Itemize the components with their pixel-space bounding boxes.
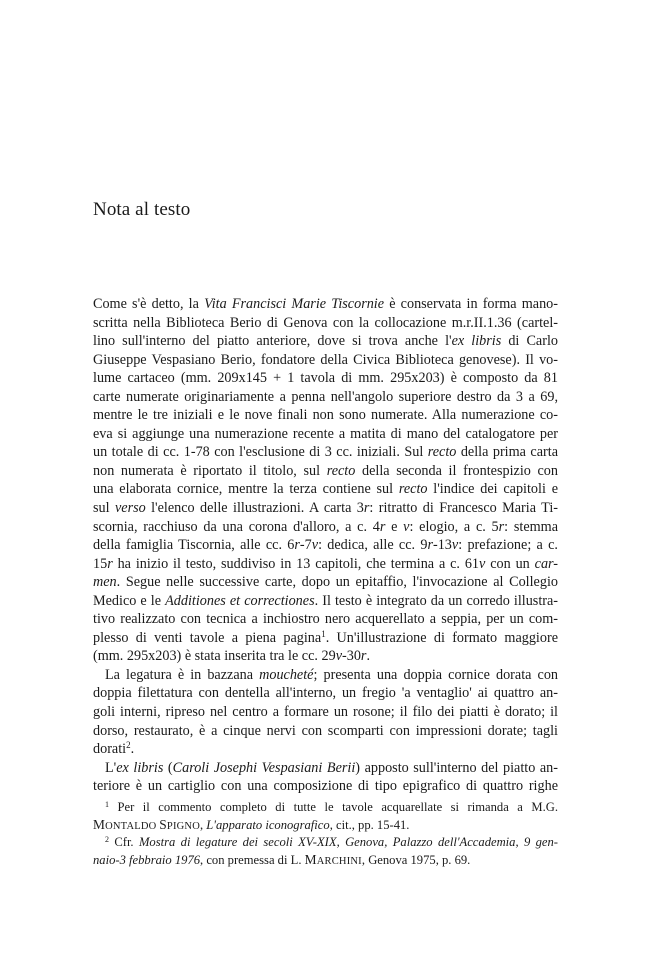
- body-line: [93, 759, 558, 778]
- text-run: Medico e le: [93, 592, 166, 609]
- text-run: una elaborata cornice, mentre la terza contiene sul: [93, 481, 399, 498]
- text-run: mentre le tre iniziali e le nove finali non sono numerate. Alla numerazione co-: [93, 407, 558, 424]
- italic-text: r: [107, 555, 113, 572]
- italic-text: v: [311, 537, 319, 554]
- text-run: (mm. 295x203) è stata inserita tra le cc. 29: [93, 648, 336, 665]
- body-line: [93, 462, 558, 481]
- italic-text: v: [335, 648, 342, 665]
- body-line: [93, 499, 558, 518]
- text-run: . Un'illustrazione di formato maggiore: [325, 629, 558, 646]
- body-line: [93, 351, 558, 370]
- author-name: MARCHINI: [304, 851, 362, 867]
- italic-text: men: [93, 574, 117, 591]
- text-run: Per il commento completo di tutte le tavole acquarellate si rimanda a M.G.: [109, 800, 558, 814]
- text-run: : ritratto di Francesco Maria Ti-: [369, 500, 558, 517]
- text-run: 15: [93, 555, 108, 572]
- text-run: (: [163, 759, 173, 776]
- italic-text: r: [294, 537, 300, 554]
- text-run: scornia, racchiuso da una corona d'alloro, a c. 4: [93, 518, 380, 535]
- text-run: Cfr.: [109, 834, 139, 849]
- italic-text: v: [403, 518, 410, 535]
- text-run: : elogio, a c. 5: [409, 518, 499, 535]
- footnote-ref: 2: [126, 740, 131, 751]
- text-run: non numerata è riportato il titolo, sul: [93, 462, 327, 479]
- body-line: [93, 406, 558, 425]
- body-line: [93, 425, 558, 444]
- text-run: teriore è un cartiglio con una composizione di tipo epigrafico di quattro righe: [93, 778, 558, 795]
- body-line: [93, 314, 558, 333]
- text-run: con un: [485, 555, 535, 572]
- italic-text: r: [498, 518, 505, 535]
- text-run: .: [130, 741, 135, 758]
- author-name: MONTALDO SPIGNO: [93, 817, 200, 833]
- italic-text: recto: [398, 481, 428, 498]
- italic-text: r: [360, 648, 367, 665]
- footnote-line: [93, 851, 558, 868]
- body-line: [93, 740, 558, 759]
- italic-text: v: [479, 555, 486, 572]
- text-run: : dedica, alle cc. 9: [318, 537, 428, 554]
- body-line: [93, 722, 558, 741]
- text-run: lume cartaceo (mm. 209x145 + 1 tavola di mm. 295x203) è composto da 81: [93, 370, 558, 387]
- text-run: carte numerate originariamente a penna nell'angolo superiore destro da 3 a 69,: [93, 388, 558, 405]
- italic-text: r: [363, 500, 370, 517]
- italic-text: verso: [114, 500, 146, 517]
- text-run: sul: [93, 500, 115, 517]
- text-run: ; presenta una doppia cornice dorata con: [313, 666, 559, 683]
- text-run: Come s'è detto, la: [93, 296, 205, 312]
- italic-text: car-: [534, 555, 558, 572]
- text-run: della seconda il frontespizio con: [355, 462, 558, 479]
- body-line: [93, 703, 558, 722]
- text-run: : stemma: [504, 518, 558, 535]
- footnote-ref: 1: [105, 800, 109, 809]
- text-run: un totale di cc. 1-78 con l'esclusione di 3 cc. iniziali. Sul: [93, 444, 428, 461]
- italic-text: moucheté: [259, 666, 314, 683]
- footnote-ref: 2: [105, 834, 109, 844]
- footnote-line: [93, 834, 558, 851]
- body-text: [93, 295, 558, 796]
- body-line: [93, 388, 558, 407]
- footnotes: [93, 799, 558, 868]
- italic-text: ex libris: [116, 759, 164, 776]
- body-line: [93, 684, 558, 703]
- text-run: tivo realizzato con tecnica a inchiostro nero acquerellato a seppia, per un com-: [93, 611, 558, 628]
- body-line: [93, 610, 558, 629]
- text-run: -7: [299, 537, 312, 554]
- text-run: ,: [200, 818, 207, 833]
- text-run: eva si aggiunge una numerazione recente a matita di mano del catalogatore per: [93, 425, 558, 442]
- text-run: ha inizio il testo, suddiviso in 13 capitoli, che termina a c. 61: [112, 555, 480, 572]
- body-line: [93, 536, 558, 555]
- body-line: [93, 480, 558, 499]
- text-run: . Il testo è integrato da un corredo illustra-: [314, 592, 559, 609]
- italic-text: L'apparato iconografico: [206, 818, 330, 833]
- body-line: [93, 518, 558, 537]
- body-line: [93, 592, 558, 611]
- text-run: è conservata in forma mano-: [384, 296, 558, 312]
- italic-text: Additiones et correctiones: [165, 592, 315, 609]
- italic-text: recto: [427, 444, 457, 461]
- italic-text: r: [427, 537, 433, 554]
- body-line: [93, 573, 558, 592]
- italic-text: r: [379, 518, 386, 535]
- text-run: dorso, restaurato, è a cinque nervi con scomparti con impressioni dorate; tagli: [93, 722, 558, 739]
- italic-text: Mostra di legature dei secoli XV-XIX, Genova, Palazzo dell'Accademia, 9 gen-: [138, 834, 558, 849]
- text-run: : prefazione; a c.: [458, 537, 558, 554]
- text-run: lino sull'interno del piatto anteriore, dove si trova anche l': [93, 333, 452, 350]
- text-run: l'elenco delle illustrazioni. A carta 3: [145, 500, 364, 517]
- text-run: della famiglia Tiscornia, alle cc. 6: [93, 537, 295, 554]
- text-run: della prima carta: [456, 444, 558, 461]
- body-line: [93, 629, 558, 648]
- text-run: e: [385, 518, 404, 535]
- text-run: , cit., pp. 15-41.: [329, 818, 410, 833]
- footnote-line: [93, 799, 558, 816]
- text-run: plesso di venti tavole a piena pagina: [93, 629, 322, 646]
- section-title: Nota al testo: [93, 199, 191, 220]
- italic-text: ex libris: [451, 333, 502, 350]
- body-line: [93, 332, 558, 351]
- text-run: scritta nella Biblioteca Berio di Genova con la collocazione m.r.II.1.36 (cartel-: [93, 314, 558, 331]
- italic-text: v: [451, 537, 459, 554]
- text-run: La legatura è in bazzana: [105, 666, 260, 683]
- body-line: [93, 295, 558, 314]
- text-run: -13: [432, 537, 452, 554]
- text-run: doppia filettatura con dentella all'interno, un fregio 'a ventaglio' ai quattro an-: [93, 685, 558, 702]
- text-run: di Carlo: [501, 333, 558, 350]
- italic-text: recto: [326, 462, 356, 479]
- text-run: L': [105, 759, 117, 776]
- text-run: goli interni, ripreso nel centro a formare un rosone; il filo dei piatti è dorato; il: [93, 704, 558, 721]
- body-line: [93, 777, 558, 796]
- italic-text: Caroli Josephi Vespasiani Berii: [172, 759, 356, 776]
- body-line: [93, 443, 558, 462]
- text-run: l'indice dei capitoli e: [427, 481, 558, 498]
- text-run: ) apposto sull'interno del piatto an-: [355, 759, 558, 776]
- italic-text: Vita Francisci Marie Tiscornie: [204, 296, 385, 312]
- italic-text: naio-3 febbraio 1976: [93, 852, 201, 867]
- text-run: Giuseppe Vespasiano Berio, fondatore della Civica Biblioteca genovese). Il vo-: [93, 351, 558, 368]
- text-run: , Genova 1975, p. 69.: [361, 852, 471, 867]
- text-run: . Segue nelle successive carte, dopo un epitaffio, l'invocazione al Collegio: [116, 574, 558, 591]
- body-line: [93, 647, 558, 666]
- text-run: .: [366, 648, 370, 665]
- footnote-line: [93, 816, 558, 833]
- text-run: dorati: [93, 741, 127, 758]
- text-run: , con premessa di L.: [200, 852, 305, 867]
- body-line: [93, 555, 558, 574]
- text-run: -30: [342, 648, 361, 665]
- body-line: [93, 666, 558, 685]
- body-line: [93, 369, 558, 388]
- footnote-ref: 1: [321, 628, 326, 639]
